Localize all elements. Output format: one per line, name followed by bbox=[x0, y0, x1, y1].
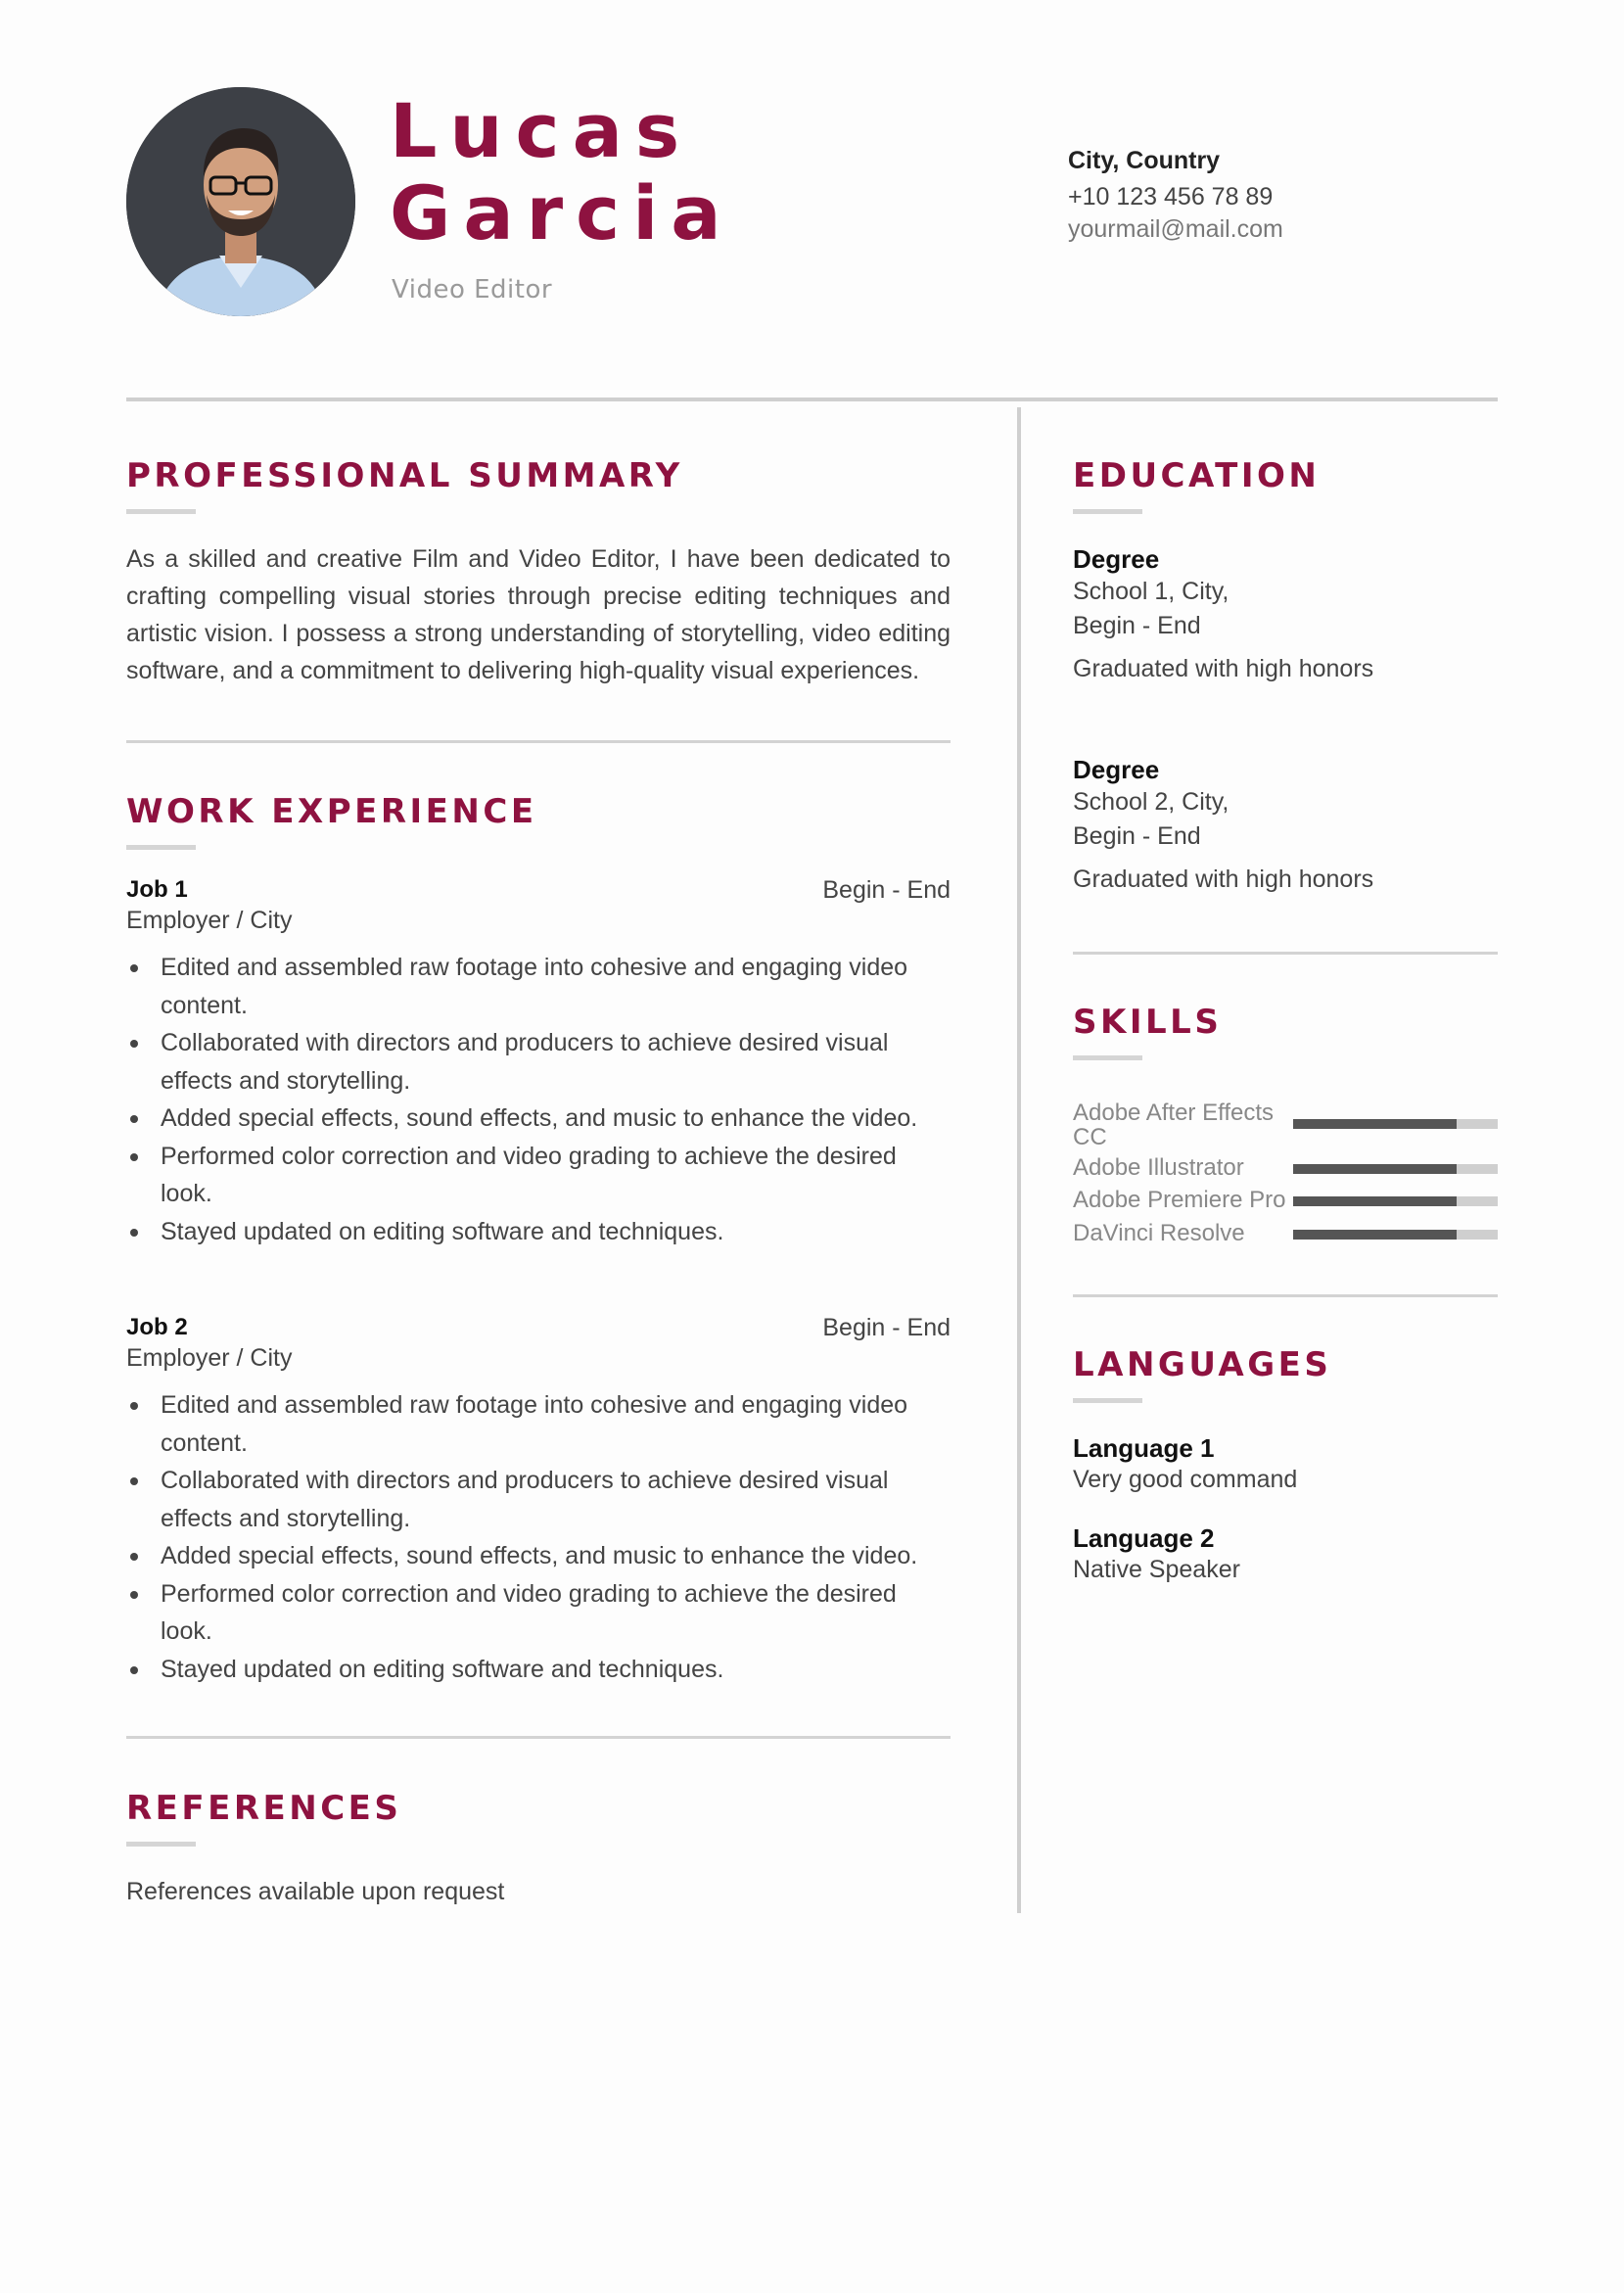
candidate-name bbox=[390, 87, 734, 257]
skill-bar-fill bbox=[1293, 1119, 1457, 1129]
skill-bar-fill bbox=[1293, 1196, 1457, 1206]
skills-divider bbox=[1073, 1294, 1498, 1297]
language-entry-1 bbox=[1073, 1433, 1297, 1494]
language-name: Language 1 bbox=[1073, 1433, 1215, 1463]
education-dates: Begin - End bbox=[1073, 822, 1201, 850]
contact-city: City, Country bbox=[1068, 147, 1221, 174]
experience-title-underline bbox=[126, 845, 196, 850]
experience-title: WORK EXPERIENCE bbox=[126, 792, 537, 831]
education-title-underline bbox=[1073, 509, 1142, 514]
skill-bar-fill bbox=[1293, 1230, 1457, 1240]
education-degree: Degree bbox=[1073, 544, 1160, 574]
education-dates: Begin - End bbox=[1073, 612, 1201, 639]
list-item: Collaborated with directors and producers to achieve desired visual effects and storytelling. bbox=[126, 1462, 951, 1537]
profile-photo-illustration bbox=[126, 87, 355, 316]
summary-text: As a skilled and creative Film and Video Editor, I have been dedicated to crafting compelling visual stories through precise editing techniques and artistic vision. I possess a strong understanding of storytelling, video editing software, and a commitment to delivering high-quality visual experiences. bbox=[126, 545, 951, 684]
list-item: Performed color correction and video grading to achieve the desired look. bbox=[126, 1575, 951, 1651]
skills-title-underline bbox=[1073, 1055, 1142, 1060]
education-degree: Degree bbox=[1073, 755, 1160, 784]
experience-divider bbox=[126, 1736, 951, 1739]
last-name: Garcia bbox=[390, 169, 734, 257]
languages-title: LANGUAGES bbox=[1073, 1345, 1332, 1384]
job-entry-2 bbox=[126, 1314, 951, 1688]
language-level: Native Speaker bbox=[1073, 1556, 1240, 1583]
job-bullets bbox=[126, 949, 951, 1250]
column-divider bbox=[1017, 407, 1021, 1913]
summary-divider bbox=[126, 740, 951, 743]
job-entry-1 bbox=[126, 876, 951, 1250]
job-name: Job 1 bbox=[126, 876, 188, 903]
references-text: References available upon request bbox=[126, 1878, 505, 1905]
skill-bar bbox=[1293, 1119, 1498, 1129]
profile-photo bbox=[126, 87, 355, 316]
education-section bbox=[1073, 456, 1320, 514]
references-section bbox=[126, 1789, 401, 1847]
skills-title: SKILLS bbox=[1073, 1003, 1223, 1042]
languages-section bbox=[1073, 1345, 1331, 1403]
summary-section bbox=[126, 456, 683, 514]
job-bullets bbox=[126, 1386, 951, 1688]
job-employer: Employer / City bbox=[126, 1344, 293, 1372]
header-divider bbox=[126, 398, 1498, 401]
language-name: Language 2 bbox=[1073, 1523, 1215, 1553]
education-note: Graduated with high honors bbox=[1073, 655, 1374, 682]
first-name: Lucas bbox=[390, 87, 693, 174]
contact-phone: +10 123 456 78 89 bbox=[1068, 183, 1274, 211]
job-dates: Begin - End bbox=[822, 876, 951, 904]
job-dates: Begin - End bbox=[822, 1314, 951, 1341]
list-item: Collaborated with directors and producers to achieve desired visual effects and storytelling. bbox=[126, 1024, 951, 1100]
education-school: School 1, City, bbox=[1073, 578, 1230, 605]
skill-bar-fill bbox=[1293, 1164, 1457, 1174]
job-title: Video Editor bbox=[392, 275, 553, 304]
languages-title-underline bbox=[1073, 1398, 1142, 1403]
references-title-underline bbox=[126, 1842, 196, 1847]
skill-name: DaVinci Resolve bbox=[1073, 1220, 1245, 1246]
job-header bbox=[126, 876, 951, 905]
summary-title: PROFESSIONAL SUMMARY bbox=[126, 456, 683, 495]
contact-block bbox=[1068, 147, 1283, 244]
list-item: Edited and assembled raw footage into cohesive and engaging video content. bbox=[126, 949, 951, 1024]
list-item: Stayed updated on editing software and techniques. bbox=[126, 1651, 951, 1689]
skill-row bbox=[1073, 1221, 1498, 1245]
skill-name: Adobe Premiere Pro bbox=[1073, 1187, 1286, 1213]
education-entry-2 bbox=[1073, 755, 1373, 894]
references-title: REFERENCES bbox=[126, 1789, 402, 1828]
skill-bar bbox=[1293, 1196, 1498, 1206]
education-note: Graduated with high honors bbox=[1073, 866, 1374, 893]
job-header bbox=[126, 1314, 951, 1342]
experience-section bbox=[126, 792, 537, 850]
language-level: Very good command bbox=[1073, 1466, 1298, 1493]
list-item: Added special effects, sound effects, and music to enhance the video. bbox=[126, 1100, 951, 1138]
list-item: Performed color correction and video grading to achieve the desired look. bbox=[126, 1138, 951, 1213]
language-entry-2 bbox=[1073, 1523, 1240, 1584]
skill-bar bbox=[1293, 1230, 1498, 1240]
education-entry-1 bbox=[1073, 544, 1373, 683]
education-title: EDUCATION bbox=[1073, 456, 1321, 495]
job-name: Job 2 bbox=[126, 1314, 188, 1340]
skill-row bbox=[1073, 1188, 1498, 1212]
list-item: Stayed updated on editing software and techniques. bbox=[126, 1213, 951, 1251]
skill-bar bbox=[1293, 1164, 1498, 1174]
skill-row bbox=[1073, 1100, 1498, 1149]
job-employer: Employer / City bbox=[126, 907, 293, 934]
contact-email: yourmail@mail.com bbox=[1068, 215, 1283, 243]
education-school: School 2, City, bbox=[1073, 788, 1230, 816]
skill-name: Adobe Illustrator bbox=[1073, 1154, 1244, 1181]
education-divider bbox=[1073, 952, 1498, 955]
list-item: Edited and assembled raw footage into cohesive and engaging video content. bbox=[126, 1386, 951, 1462]
skills-section bbox=[1073, 1003, 1222, 1060]
skill-row bbox=[1073, 1155, 1498, 1180]
summary-title-underline bbox=[126, 509, 196, 514]
list-item: Added special effects, sound effects, and music to enhance the video. bbox=[126, 1537, 951, 1575]
skill-name: Adobe After Effects CC bbox=[1073, 1100, 1275, 1150]
